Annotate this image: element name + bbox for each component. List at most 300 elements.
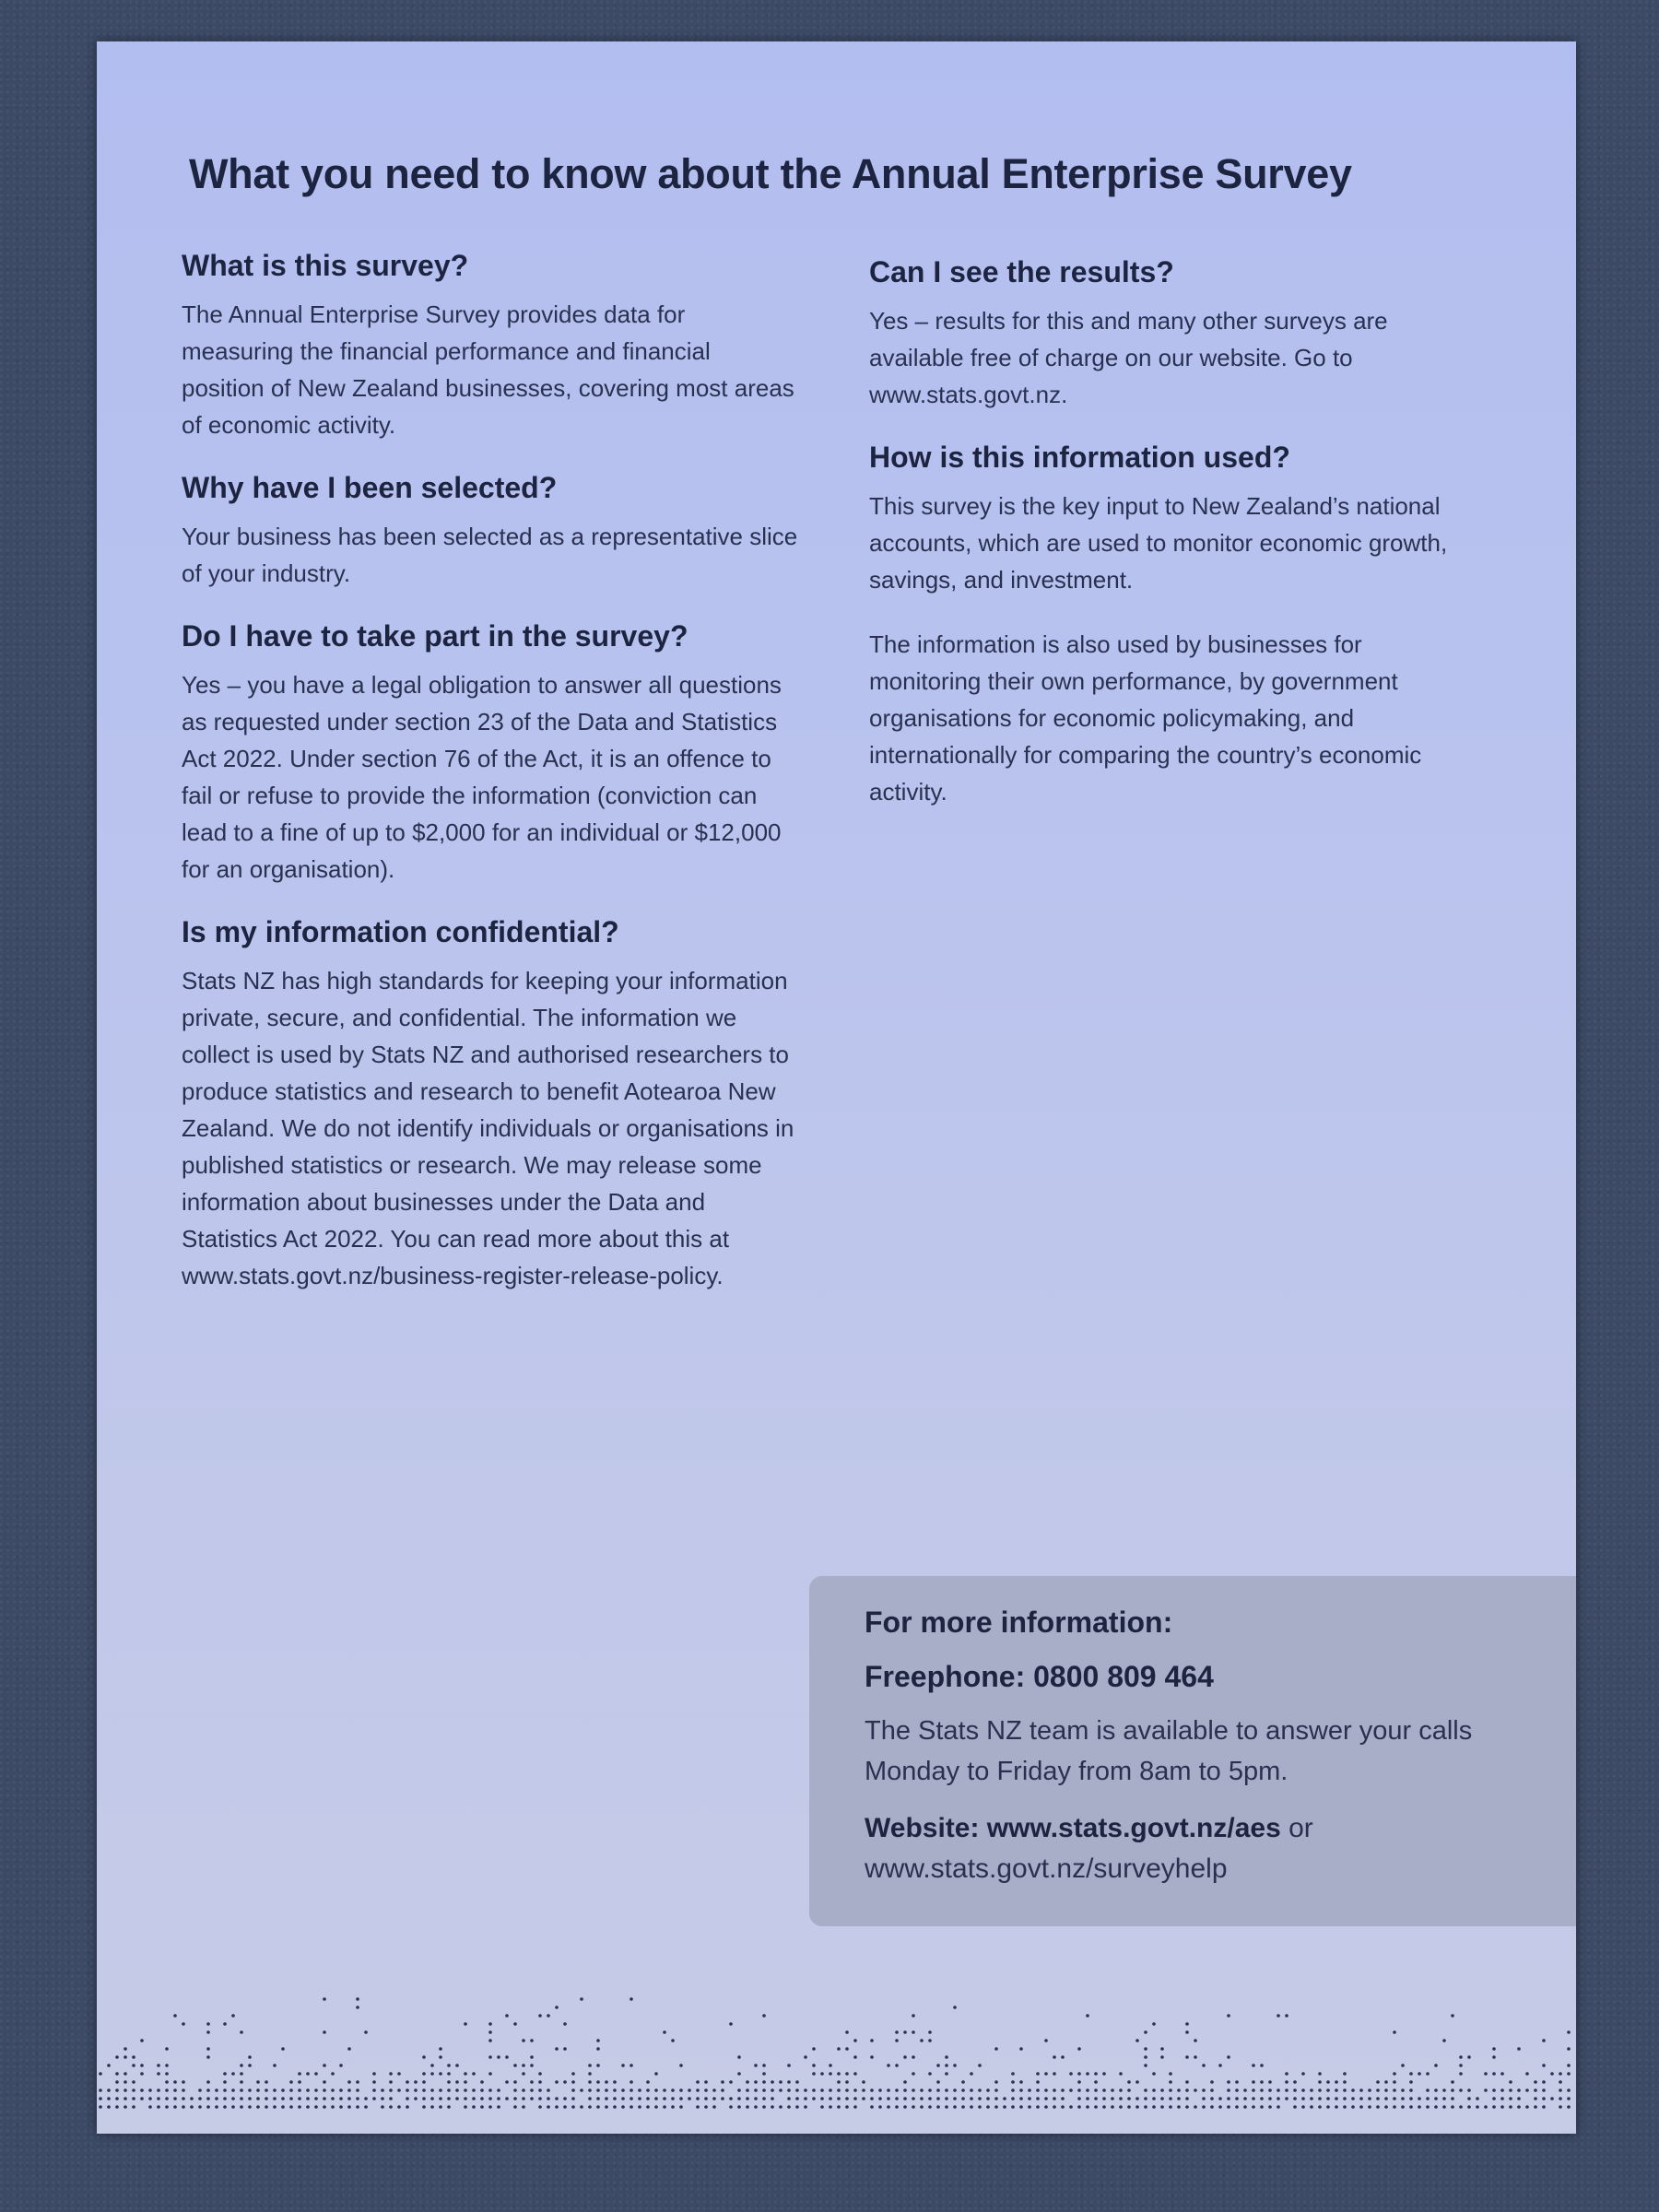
pattern-dot xyxy=(1409,2088,1413,2092)
pattern-dot xyxy=(688,2088,691,2092)
survey-info-sheet xyxy=(97,41,1576,2134)
pattern-dot xyxy=(912,2072,915,2076)
pattern-dot xyxy=(596,2064,600,2067)
pattern-dot xyxy=(986,2088,990,2092)
pattern-dot xyxy=(397,2072,401,2076)
pattern-dot xyxy=(530,2097,534,2100)
pattern-dot xyxy=(165,2072,169,2076)
pattern-dot xyxy=(306,2088,310,2092)
pattern-dot xyxy=(737,2072,741,2076)
pattern-dot xyxy=(1260,2105,1264,2109)
pattern-dot xyxy=(240,2097,243,2100)
pattern-dot xyxy=(903,2030,907,2034)
pattern-dot xyxy=(1053,2097,1056,2100)
pattern-dot xyxy=(447,2064,451,2067)
pattern-dot xyxy=(679,2097,683,2100)
section-paragraph: The information is also used by businesses for monitoring their own performance, by government organisations for economic policymaking, and internationally for comparing the country’s economic activity. xyxy=(869,630,1422,806)
pattern-dot xyxy=(422,2105,426,2109)
pattern-dot xyxy=(1434,2105,1438,2109)
pattern-dot xyxy=(439,2047,442,2051)
pattern-dot xyxy=(878,2097,882,2100)
pattern-dot xyxy=(563,2022,567,2026)
pattern-dot xyxy=(231,2105,235,2109)
pattern-dot xyxy=(447,2105,451,2109)
pattern-dot xyxy=(464,2088,467,2092)
pattern-dot xyxy=(1135,2080,1139,2084)
pattern-dot xyxy=(994,2047,998,2051)
pattern-dot xyxy=(289,2088,293,2092)
pattern-dot xyxy=(464,2097,467,2100)
pattern-dot xyxy=(1384,2080,1388,2084)
pattern-dot xyxy=(314,2072,318,2076)
pattern-dot xyxy=(1044,2088,1048,2092)
pattern-dot xyxy=(1442,2105,1446,2109)
pattern-dot xyxy=(1401,2088,1405,2092)
pattern-dot xyxy=(654,2105,658,2109)
pattern-dot xyxy=(455,2088,459,2092)
pattern-dot xyxy=(1359,2088,1363,2092)
pattern-dot xyxy=(1235,2088,1239,2092)
pattern-dot xyxy=(289,2105,293,2109)
pattern-dot xyxy=(223,2072,227,2076)
pattern-dot xyxy=(273,2097,276,2100)
pattern-dot xyxy=(994,2097,998,2100)
section-see-results xyxy=(869,255,1477,413)
pattern-dot xyxy=(779,2088,782,2092)
pattern-dot xyxy=(870,2088,874,2092)
pattern-dot xyxy=(870,2055,874,2059)
pattern-dot xyxy=(356,2080,359,2084)
pattern-dot xyxy=(206,2030,210,2034)
pattern-dot xyxy=(679,2064,683,2067)
pattern-dot xyxy=(746,2088,749,2092)
pattern-dot xyxy=(1492,2047,1496,2051)
pattern-dot xyxy=(1019,2088,1023,2092)
pattern-dot xyxy=(1036,2097,1040,2100)
pattern-dot xyxy=(1152,2022,1156,2026)
pattern-dot xyxy=(356,2097,359,2100)
pattern-dot xyxy=(248,2088,252,2092)
pattern-dot xyxy=(339,2097,343,2100)
pattern-dot xyxy=(1285,2014,1288,2018)
pattern-dot xyxy=(1227,2088,1230,2092)
pattern-dot xyxy=(1393,2072,1396,2076)
pattern-dot xyxy=(1194,2039,1197,2042)
pattern-dot xyxy=(124,2097,127,2100)
pattern-dot xyxy=(1144,2064,1147,2067)
pattern-dot xyxy=(505,2014,509,2018)
pattern-dot xyxy=(1567,2105,1571,2109)
pattern-dot xyxy=(505,2080,509,2084)
pattern-dot xyxy=(638,2088,641,2092)
pattern-dot xyxy=(240,2072,243,2076)
pattern-dot xyxy=(928,2030,932,2034)
pattern-dot xyxy=(870,2097,874,2100)
pattern-dot xyxy=(1194,2105,1197,2109)
pattern-dot xyxy=(447,2097,451,2100)
pattern-dot xyxy=(530,2039,534,2042)
pattern-dot xyxy=(1451,2014,1454,2018)
pattern-dot xyxy=(1335,2080,1338,2084)
pattern-dot xyxy=(314,2105,318,2109)
pattern-dot xyxy=(613,2105,617,2109)
pattern-dot xyxy=(406,2097,409,2100)
pattern-dot xyxy=(265,2088,268,2092)
pattern-dot xyxy=(1368,2105,1371,2109)
pattern-dot xyxy=(754,2064,758,2067)
pattern-dot xyxy=(1343,2080,1347,2084)
pattern-dot xyxy=(928,2097,932,2100)
pattern-dot xyxy=(1459,2055,1463,2059)
section-paragraph: Yes – you have a legal obligation to answer all questions as requested under section 23 of the Data and Statistics Act 2022. Under section 76 of the Act, it is an offence to fail or refuse to provide the information (conviction can lead to a fine of up to $2,000 for an individual or $12,000 for an organisation). xyxy=(182,671,782,883)
pattern-dot xyxy=(488,2072,492,2076)
pattern-dot xyxy=(629,2105,633,2109)
pattern-dot xyxy=(1559,2097,1562,2100)
pattern-dot xyxy=(273,2064,276,2067)
pattern-dot xyxy=(1077,2072,1081,2076)
pattern-dot xyxy=(356,2105,359,2109)
pattern-dot xyxy=(953,2097,957,2100)
pattern-dot xyxy=(256,2097,260,2100)
pattern-dot xyxy=(1500,2072,1504,2076)
pattern-dot xyxy=(1451,2105,1454,2109)
pattern-dot xyxy=(1053,2072,1056,2076)
pattern-dot xyxy=(912,2097,915,2100)
pattern-dot xyxy=(206,2080,210,2084)
pattern-dot xyxy=(1061,2088,1065,2092)
pattern-dot xyxy=(414,2097,418,2100)
pattern-dot xyxy=(1393,2030,1396,2034)
pattern-dot xyxy=(455,2097,459,2100)
pattern-dot xyxy=(248,2064,252,2067)
pattern-dot xyxy=(679,2088,683,2092)
pattern-dot xyxy=(206,2022,210,2026)
pattern-dot xyxy=(1235,2105,1239,2109)
pattern-dot xyxy=(895,2105,899,2109)
pattern-dot xyxy=(629,2080,633,2084)
pattern-dot xyxy=(762,2014,766,2018)
pattern-dot xyxy=(1277,2105,1280,2109)
pattern-dot xyxy=(1111,2097,1114,2100)
pattern-dot xyxy=(538,2072,542,2076)
pattern-dot xyxy=(671,2088,675,2092)
pattern-dot xyxy=(1019,2105,1023,2109)
pattern-dot xyxy=(878,2105,882,2109)
pattern-dot xyxy=(281,2097,285,2100)
pattern-dot xyxy=(1467,2097,1471,2100)
pattern-dot xyxy=(306,2072,310,2076)
pattern-dot xyxy=(1252,2105,1255,2109)
pattern-dot xyxy=(1210,2105,1214,2109)
pattern-dot xyxy=(1343,2088,1347,2092)
pattern-dot xyxy=(480,2088,484,2092)
pattern-dot xyxy=(928,2039,932,2042)
pattern-dot xyxy=(99,2088,102,2092)
pattern-dot xyxy=(1243,2105,1247,2109)
pattern-dot xyxy=(1351,2097,1355,2100)
pattern-dot xyxy=(323,2088,326,2092)
pattern-dot xyxy=(281,2088,285,2092)
section-what-is-survey xyxy=(182,249,799,443)
pattern-dot xyxy=(945,2088,948,2092)
section-heading: Why have I been selected? xyxy=(182,471,558,504)
pattern-dot xyxy=(762,2072,766,2076)
pattern-dot xyxy=(148,2097,152,2100)
pattern-dot xyxy=(754,2097,758,2100)
pattern-dot xyxy=(1534,2080,1537,2084)
pattern-dot xyxy=(1218,2064,1222,2067)
pattern-dot xyxy=(522,2064,525,2067)
pattern-dot xyxy=(1409,2072,1413,2076)
pattern-dot xyxy=(1011,2088,1015,2092)
pattern-dot xyxy=(829,2072,832,2076)
pattern-dot xyxy=(978,2097,982,2100)
pattern-dot xyxy=(323,2080,326,2084)
pattern-dot xyxy=(1218,2097,1222,2100)
pattern-dot xyxy=(364,2097,368,2100)
pattern-dot xyxy=(1169,2088,1172,2092)
pattern-dot xyxy=(215,2105,218,2109)
pattern-dot xyxy=(961,2080,965,2084)
pattern-dot xyxy=(646,2097,650,2100)
pattern-dot xyxy=(721,2088,724,2092)
pattern-dot xyxy=(1559,2072,1562,2076)
pattern-dot xyxy=(1111,2088,1114,2092)
pattern-dot xyxy=(1243,2088,1247,2092)
pattern-dot xyxy=(837,2088,841,2092)
pattern-dot xyxy=(381,2105,384,2109)
pattern-dot xyxy=(472,2097,476,2100)
pattern-dot xyxy=(256,2105,260,2109)
pattern-dot xyxy=(588,2088,592,2092)
pattern-dot xyxy=(538,2080,542,2084)
pattern-dot xyxy=(853,2039,857,2042)
pattern-dot xyxy=(1077,2047,1081,2051)
pattern-dot xyxy=(1442,2088,1446,2092)
pattern-dot xyxy=(1376,2105,1380,2109)
pattern-dot xyxy=(1467,2105,1471,2109)
pattern-dot xyxy=(182,2022,185,2026)
pattern-dot xyxy=(439,2072,442,2076)
pattern-dot xyxy=(115,2080,119,2084)
pattern-dot xyxy=(596,2080,600,2084)
pattern-dot xyxy=(1318,2080,1322,2084)
pattern-dot xyxy=(1127,2097,1131,2100)
pattern-dot xyxy=(1459,2072,1463,2076)
pattern-dot xyxy=(771,2097,774,2100)
pattern-dot xyxy=(140,2039,144,2042)
pattern-dot xyxy=(1260,2080,1264,2084)
pattern-dot xyxy=(1036,2072,1040,2076)
pattern-dot xyxy=(696,2105,700,2109)
pattern-dot xyxy=(696,2088,700,2092)
pattern-dot xyxy=(414,2080,418,2084)
pattern-dot xyxy=(1177,2088,1181,2092)
freephone-number: Freephone: 0800 809 464 xyxy=(865,1660,1214,1693)
pattern-dot xyxy=(887,2064,890,2067)
pattern-dot xyxy=(265,2080,268,2084)
pattern-dot xyxy=(132,2097,135,2100)
pattern-dot xyxy=(472,2072,476,2076)
pattern-dot xyxy=(1559,2088,1562,2092)
pattern-dot xyxy=(198,2097,202,2100)
pattern-dot xyxy=(1451,2080,1454,2084)
pattern-dot xyxy=(978,2105,982,2109)
pattern-dot xyxy=(107,2064,111,2067)
section-take-part xyxy=(182,619,799,888)
pattern-dot xyxy=(389,2080,393,2084)
pattern-dot xyxy=(663,2088,666,2092)
pattern-dot xyxy=(488,2105,492,2109)
pattern-dot xyxy=(936,2097,940,2100)
pattern-dot xyxy=(522,2072,525,2076)
pattern-dot xyxy=(488,2088,492,2092)
pattern-dot xyxy=(273,2105,276,2109)
pattern-dot xyxy=(115,2088,119,2092)
pattern-dot xyxy=(663,2030,666,2034)
pattern-dot xyxy=(505,2097,509,2100)
pattern-dot xyxy=(1301,2072,1305,2076)
pattern-dot xyxy=(936,2080,940,2084)
pattern-dot xyxy=(688,2097,691,2100)
pattern-dot xyxy=(1492,2097,1496,2100)
pattern-dot xyxy=(1500,2105,1504,2109)
pattern-dot xyxy=(248,2055,252,2059)
pattern-dot xyxy=(837,2072,841,2076)
pattern-dot xyxy=(240,2064,243,2067)
pattern-dot xyxy=(298,2097,301,2100)
pattern-dot xyxy=(1094,2105,1098,2109)
pattern-dot xyxy=(364,2105,368,2109)
pattern-dot xyxy=(928,2105,932,2109)
page-title: What you need to know about the Annual Enterprise Survey xyxy=(189,150,1352,197)
pattern-dot xyxy=(721,2097,724,2100)
pattern-dot xyxy=(165,2088,169,2092)
pattern-dot xyxy=(1185,2080,1189,2084)
pattern-dot xyxy=(331,2097,335,2100)
pattern-dot xyxy=(1061,2097,1065,2100)
pattern-dot xyxy=(132,2105,135,2109)
pattern-dot xyxy=(107,2105,111,2109)
pattern-dot xyxy=(1509,2105,1512,2109)
pattern-dot xyxy=(356,2006,359,2009)
pattern-dot xyxy=(1227,2055,1230,2059)
pattern-dot xyxy=(729,2080,733,2084)
pattern-dot xyxy=(629,2097,633,2100)
pattern-dot xyxy=(1492,2105,1496,2109)
pattern-dot xyxy=(621,2064,625,2067)
pattern-dot xyxy=(1384,2097,1388,2100)
pattern-dot xyxy=(804,2105,807,2109)
pattern-dot xyxy=(547,2014,550,2018)
pattern-dot xyxy=(1003,2105,1006,2109)
pattern-dot xyxy=(1368,2088,1371,2092)
pattern-dot xyxy=(696,2097,700,2100)
pattern-dot xyxy=(588,2080,592,2084)
pattern-dot xyxy=(563,2105,567,2109)
pattern-dot xyxy=(240,2030,243,2034)
pattern-dot xyxy=(903,2055,907,2059)
website-link-aes: Website: www.stats.govt.nz/aes xyxy=(865,1813,1281,1843)
website-or: or xyxy=(1280,1813,1313,1843)
pattern-dot xyxy=(1401,2105,1405,2109)
pattern-dot xyxy=(1260,2097,1264,2100)
pattern-dot xyxy=(1293,2105,1297,2109)
pattern-dot xyxy=(538,2014,542,2018)
pattern-dot xyxy=(1077,2080,1081,2084)
pattern-dot xyxy=(513,2022,517,2026)
pattern-dot xyxy=(1310,2105,1313,2109)
pattern-dot xyxy=(1227,2097,1230,2100)
pattern-dot xyxy=(1268,2097,1272,2100)
pattern-dot xyxy=(920,2039,924,2042)
pattern-dot xyxy=(1127,2080,1131,2084)
pattern-dot xyxy=(580,1997,583,2001)
pattern-dot xyxy=(1268,2088,1272,2092)
pattern-dot xyxy=(945,2097,948,2100)
pattern-dot xyxy=(1426,2088,1430,2092)
pattern-dot xyxy=(1368,2097,1371,2100)
pattern-dot xyxy=(754,2080,758,2084)
pattern-dot xyxy=(1011,2072,1015,2076)
pattern-dot xyxy=(173,2105,177,2109)
pattern-dot xyxy=(1393,2088,1396,2092)
section-paragraph: Yes – results for this and many other surveys are available free of charge on our website. Go to www.stats.govt.nz. xyxy=(869,307,1388,408)
pattern-dot xyxy=(530,2055,534,2059)
contact-info-box xyxy=(809,1576,1576,1926)
pattern-dot xyxy=(1044,2072,1048,2076)
pattern-dot xyxy=(1326,2088,1330,2092)
pattern-dot xyxy=(970,2105,973,2109)
pattern-dot xyxy=(173,2014,177,2018)
pattern-dot xyxy=(903,2097,907,2100)
pattern-dot xyxy=(439,2088,442,2092)
pattern-dot xyxy=(132,2088,135,2092)
pattern-dot xyxy=(596,2105,600,2109)
pattern-dot xyxy=(820,2072,824,2076)
pattern-dot xyxy=(804,2097,807,2100)
pattern-dot xyxy=(430,2088,434,2092)
pattern-dot xyxy=(1542,2080,1546,2084)
pattern-dot xyxy=(430,2105,434,2109)
pattern-dot xyxy=(497,2055,500,2059)
pattern-dot xyxy=(1335,2105,1338,2109)
pattern-dot xyxy=(1542,2039,1546,2042)
pattern-dot xyxy=(912,2105,915,2109)
pattern-dot xyxy=(140,2097,144,2100)
pattern-dot xyxy=(1393,2097,1396,2100)
pattern-dot xyxy=(223,2022,227,2026)
pattern-dot xyxy=(1343,2097,1347,2100)
pattern-dot xyxy=(455,2080,459,2084)
pattern-dot xyxy=(1384,2088,1388,2092)
pattern-dot xyxy=(240,2080,243,2084)
pattern-dot xyxy=(895,2088,899,2092)
pattern-dot xyxy=(845,2105,849,2109)
pattern-dot xyxy=(596,2039,600,2042)
section-heading: Can I see the results? xyxy=(869,255,1174,288)
pattern-dot xyxy=(115,2097,119,2100)
pattern-dot xyxy=(762,2064,766,2067)
contact-heading: For more information: xyxy=(865,1606,1173,1639)
pattern-dot xyxy=(1094,2080,1098,2084)
pattern-dot xyxy=(173,2097,177,2100)
pattern-dot xyxy=(895,2097,899,2100)
pattern-dot xyxy=(555,2105,559,2109)
pattern-dot xyxy=(1401,2097,1405,2100)
pattern-dot xyxy=(945,2064,948,2067)
pattern-dot xyxy=(629,2064,633,2067)
